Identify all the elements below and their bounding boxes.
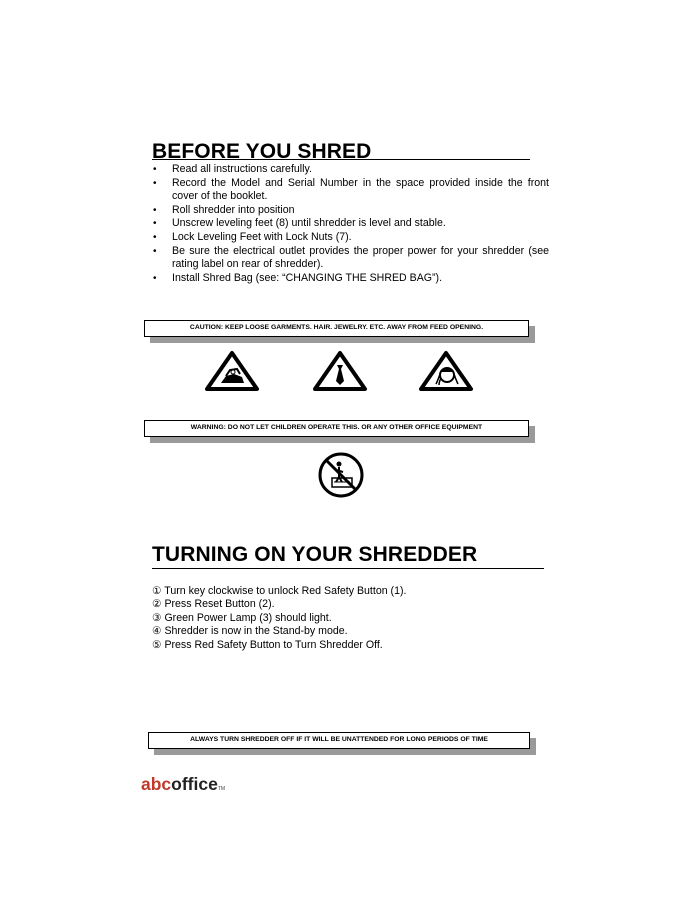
list-item: • Read all instructions carefully. — [152, 163, 549, 177]
turning-on-steps — [152, 585, 552, 652]
warning-text: WARNING: DO NOT LET CHILDREN OPERATE THIS. OR ANY OTHER OFFICE EQUIPMENT — [190, 424, 483, 431]
heading-rule — [152, 159, 530, 160]
list-item: • Record the Model and Serial Number in the space provided inside the front cover of the booklet. — [152, 177, 549, 204]
hair-hazard-icon — [418, 350, 474, 392]
no-children-icon — [317, 451, 365, 499]
notice-text: ALWAYS TURN SHREDDER OFF IF IT WILL BE UNATTENDED FOR LONG PERIODS OF TIME — [190, 736, 488, 743]
abcoffice-logo — [141, 774, 225, 795]
caution-box — [144, 320, 529, 337]
before-you-shred-list — [152, 163, 549, 285]
caution-text: CAUTION: KEEP LOOSE GARMENTS. HAIR. JEWELRY. ETC. AWAY FROM FEED OPENING. — [189, 324, 484, 331]
garment-hazard-icon — [204, 350, 260, 392]
turning-on-heading: TURNING ON YOUR SHREDDER — [152, 543, 478, 566]
heading-rule — [152, 568, 544, 569]
list-item: • Install Shred Bag (see: “CHANGING THE SHRED BAG”). — [152, 272, 549, 286]
list-item: ③ Green Power Lamp (3) should light. — [152, 611, 332, 624]
list-item: • Unscrew leveling feet (8) until shredder is level and stable. — [152, 217, 549, 231]
logo-abc: abc — [141, 774, 172, 794]
logo-trademark: TM — [217, 786, 226, 792]
before-you-shred-heading: BEFORE YOU SHRED — [152, 140, 372, 163]
notice-box — [148, 732, 530, 749]
warning-box — [144, 420, 529, 437]
list-item: • Roll shredder into position — [152, 204, 549, 218]
list-item: • Lock Leveling Feet with Lock Nuts (7). — [152, 231, 549, 245]
tie-hazard-icon — [312, 350, 368, 392]
logo-office: office — [171, 774, 218, 794]
list-item: ④ Shredder is now in the Stand-by mode. — [152, 625, 348, 638]
list-item: ① Turn key clockwise to unlock Red Safety Button (1). — [152, 585, 407, 597]
list-item: • Be sure the electrical outlet provides the proper power for your shredder (see rating label on rear of shredder). — [152, 245, 549, 272]
list-item: ⑤ Press Red Safety Button to Turn Shredder Off. — [152, 638, 383, 651]
list-item: ② Press Reset Button (2). — [152, 598, 275, 611]
